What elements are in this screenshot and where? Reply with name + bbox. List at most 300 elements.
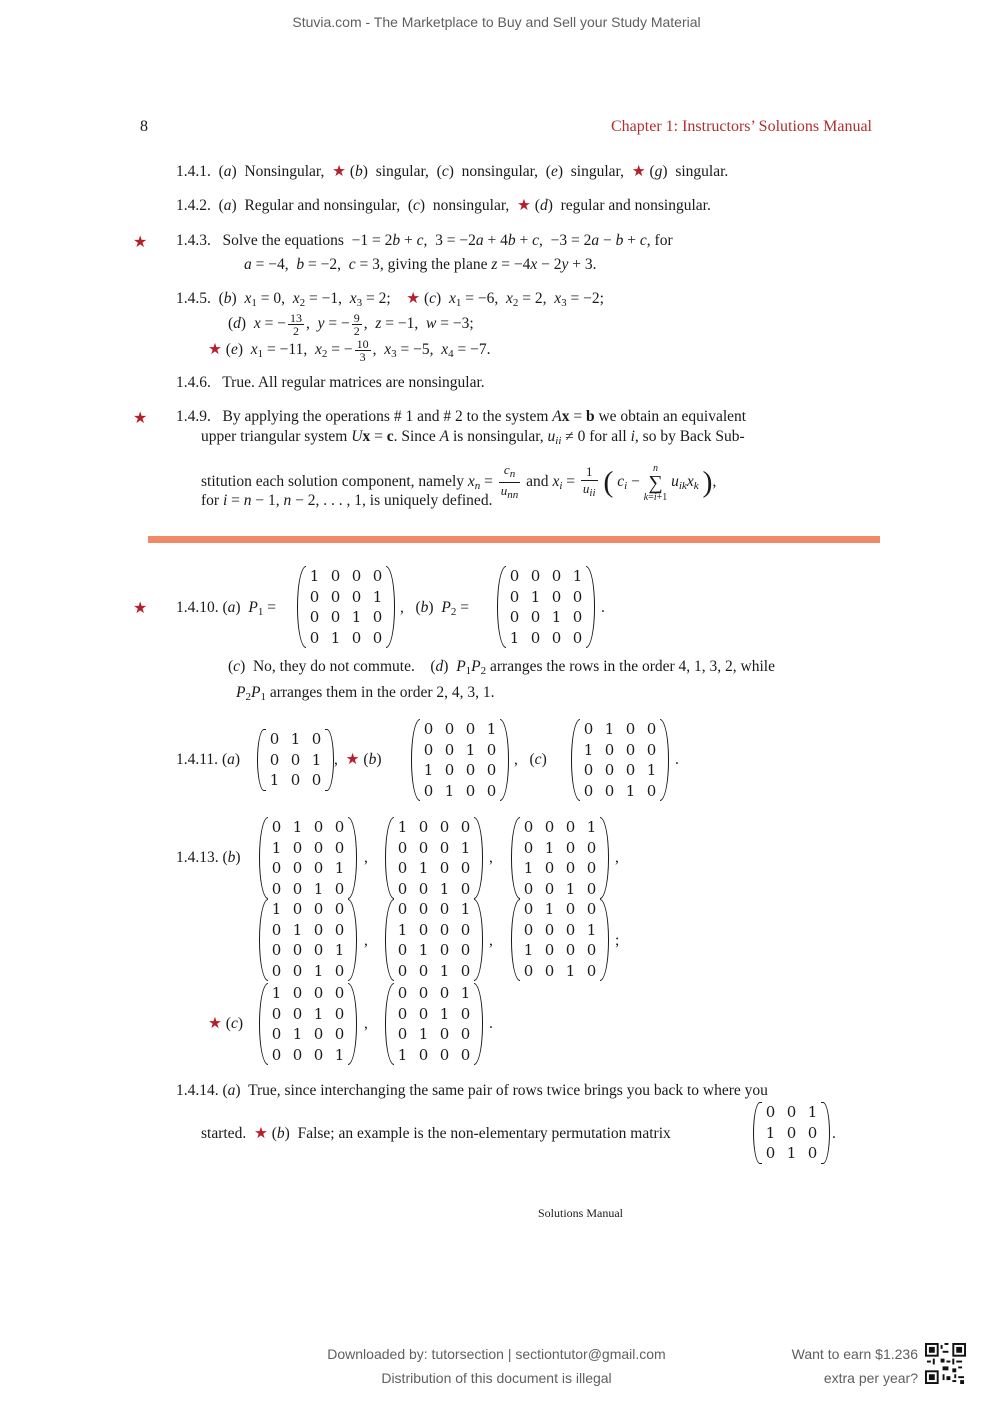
matrix-cell: 1 [509, 628, 520, 647]
matrix-row [418, 760, 502, 781]
matrix-cell: 1 [423, 761, 434, 780]
matrix-cell: 0 [530, 567, 541, 586]
matrix-cell: 0 [439, 984, 450, 1003]
matrix-cell: 0 [334, 838, 345, 857]
left-paren [753, 1102, 762, 1164]
matrix-table [518, 899, 602, 981]
exercise-text: started. [201, 1125, 247, 1142]
right-paren [821, 1102, 830, 1164]
matrix-cell: 1 [418, 1025, 429, 1044]
star-icon: ★ [345, 751, 360, 768]
matrix-cell: 1 [418, 941, 429, 960]
matrix-cell: 1 [334, 941, 345, 960]
matrix-cell: 0 [486, 761, 497, 780]
matrix-cell: 0 [460, 1004, 471, 1023]
left-paren [259, 983, 268, 1065]
matrix-cell: 0 [418, 879, 429, 898]
matrix-cell: 0 [460, 961, 471, 980]
exercise-1-4-10-c: (c) No, they do not commute. (d) P1P2 arranges the rows in the order 4, 1, 3, 2, while [228, 658, 775, 677]
matrix-cell: 0 [269, 730, 280, 749]
matrix-cell: 0 [544, 961, 555, 980]
exercise-number: 1.4.9. [176, 408, 211, 425]
matrix-cell: 0 [309, 587, 320, 606]
matrix-cell: 1 [292, 818, 303, 837]
matrix-cell: 1 [565, 879, 576, 898]
left-paren [385, 817, 394, 899]
matrix-cell: 0 [544, 941, 555, 960]
exercise-number: 1.4.5. [176, 290, 211, 307]
matrix-cell: 0 [397, 941, 408, 960]
matrix-cell: 0 [439, 838, 450, 857]
matrix-row [304, 566, 388, 587]
matrix-cell: 1 [271, 984, 282, 1003]
matrix-table [266, 899, 350, 981]
matrix-cell: 0 [423, 781, 434, 800]
star-icon: ★ [208, 1015, 222, 1032]
right-paren [660, 719, 669, 801]
matrix-1-4-11-b [414, 719, 506, 805]
matrix-cell: 0 [572, 608, 583, 627]
punctuation: , [364, 932, 368, 949]
matrix-cell: 1 [290, 730, 301, 749]
star-icon: ★ [406, 290, 421, 307]
matrix-p2 [500, 566, 592, 652]
exercise-1-4-10-d-line2: P2P1 arranges them in the order 2, 4, 3, 1. [236, 684, 495, 703]
exercise-1-4-9-line4: for i = n − 1, n − 2, . . . , 1, is uniquely defined. [201, 492, 493, 509]
matrix-row [578, 760, 662, 781]
page-number: 8 [140, 118, 148, 135]
matrix-row [266, 858, 350, 879]
left-paren [385, 899, 394, 981]
punctuation: , [489, 932, 493, 949]
matrix-cell: 0 [397, 1004, 408, 1023]
right-paren [600, 817, 609, 899]
left-paren [297, 566, 306, 648]
matrix-cell: 0 [418, 1004, 429, 1023]
matrix-cell: 0 [765, 1144, 776, 1163]
matrix-cell: 0 [544, 818, 555, 837]
matrix-cell: 0 [397, 859, 408, 878]
matrix-cell: 0 [444, 740, 455, 759]
matrix-cell: 0 [271, 1004, 282, 1023]
matrix-cell: 0 [271, 1025, 282, 1044]
matrix-cell: 1 [439, 879, 450, 898]
matrix-table [264, 729, 327, 791]
right-paren [500, 719, 509, 801]
matrix-cell: 0 [292, 984, 303, 1003]
matrix-cell: 0 [439, 1045, 450, 1064]
exercise-1-4-10-b: , (b) P2 = [400, 599, 469, 618]
matrix-cell: 0 [313, 920, 324, 939]
matrix-cell: 0 [586, 961, 597, 980]
matrix-table [392, 899, 476, 981]
exercise-1-4-1: 1.4.1. (a) Nonsingular, ★ (b) singular, (c) nonsingular, (e) singular, ★ (g) singular. [176, 163, 729, 180]
exercise-1-4-11-b: , ★ (b) [334, 751, 382, 768]
exercise-1-4-10: 1.4.10. (a) P1 = [176, 599, 276, 618]
star-icon: ★ [133, 232, 148, 251]
matrix-cell: 1 [551, 608, 562, 627]
matrix-cell: 0 [330, 608, 341, 627]
matrix-cell: 1 [486, 720, 497, 739]
matrix-row [578, 781, 662, 802]
matrix-row [392, 1004, 476, 1025]
matrix-cell: 0 [292, 1045, 303, 1064]
matrix-1-4-13-1 [262, 817, 354, 903]
matrix-cell: 0 [786, 1103, 797, 1122]
matrix-cell: 0 [604, 761, 615, 780]
matrix-cell: 0 [330, 587, 341, 606]
matrix-cell: 0 [625, 720, 636, 739]
matrix-1-4-13-6 [514, 899, 606, 985]
matrix-cell: 1 [397, 920, 408, 939]
matrix-table [504, 566, 588, 648]
matrix-row [266, 1004, 350, 1025]
matrix-cell: 1 [372, 587, 383, 606]
right-paren [600, 899, 609, 981]
matrix-cell: 0 [786, 1123, 797, 1142]
matrix-cell: 0 [292, 961, 303, 980]
matrix-cell: 1 [444, 781, 455, 800]
matrix-cell: 1 [586, 818, 597, 837]
matrix-p1 [300, 566, 392, 652]
matrix-cell: 0 [334, 879, 345, 898]
matrix-cell: 0 [334, 900, 345, 919]
matrix-cell: 0 [418, 984, 429, 1003]
matrix-cell: 0 [460, 818, 471, 837]
exercise-number: 1.4.2. [176, 197, 211, 214]
matrix-cell: 0 [460, 1025, 471, 1044]
matrix-cell: 0 [523, 961, 534, 980]
matrix-cell: 0 [765, 1103, 776, 1122]
matrix-cell: 0 [313, 900, 324, 919]
matrix-row [518, 838, 602, 859]
matrix-cell: 0 [351, 628, 362, 647]
right-paren [348, 983, 357, 1065]
matrix-cell: 0 [397, 838, 408, 857]
matrix-cell: 0 [423, 720, 434, 739]
star-icon: ★ [133, 408, 148, 427]
matrix-row [266, 899, 350, 920]
matrix-cell: 0 [544, 920, 555, 939]
matrix-cell: 1 [565, 961, 576, 980]
matrix-cell: 0 [460, 941, 471, 960]
matrix-cell: 0 [351, 567, 362, 586]
matrix-row [418, 719, 502, 740]
exercise-1-4-5: 1.4.5. (b) x1 = 0, x2 = −1, x3 = 2; ★ (c) x1 = −6, x2 = 2, x3 = −2; [176, 290, 604, 309]
section-divider [148, 536, 880, 543]
matrix-cell: 0 [292, 879, 303, 898]
matrix-cell: 0 [544, 859, 555, 878]
matrix-table [418, 719, 502, 801]
matrix-row [266, 983, 350, 1004]
exercise-1-4-11-c: , (c) [514, 751, 547, 768]
exercise-1-4-14-b: started. ★ (b) False; an example is the non-elementary permutation matrix [201, 1125, 671, 1142]
matrix-cell: 0 [313, 818, 324, 837]
exercise-1-4-11: 1.4.11. (a) [176, 751, 241, 768]
matrix-cell: 0 [439, 941, 450, 960]
punctuation: , [364, 1015, 368, 1032]
qr-code-icon[interactable] [925, 1343, 966, 1384]
matrix-cell: 1 [418, 859, 429, 878]
matrix-cell: 1 [271, 900, 282, 919]
matrix-cell: 0 [544, 879, 555, 898]
matrix-cell: 0 [269, 750, 280, 769]
matrix-1-4-11-c [574, 719, 666, 805]
matrix-row [392, 1024, 476, 1045]
matrix-cell: 0 [439, 920, 450, 939]
matrix-cell: 0 [313, 941, 324, 960]
matrix-row [518, 899, 602, 920]
star-icon: ★ [253, 1125, 268, 1142]
matrix-1-4-14-b [756, 1102, 827, 1168]
matrix-row [518, 879, 602, 900]
matrix-row [392, 817, 476, 838]
punctuation: . [601, 599, 605, 616]
matrix-cell: 0 [583, 781, 594, 800]
matrix-cell: 0 [565, 859, 576, 878]
matrix-cell: 0 [372, 628, 383, 647]
left-paren [259, 817, 268, 899]
matrix-1-4-13-3 [514, 817, 606, 903]
matrix-cell: 1 [530, 587, 541, 606]
matrix-cell: 0 [397, 1025, 408, 1044]
matrix-cell: 0 [486, 781, 497, 800]
matrix-cell: 0 [418, 1045, 429, 1064]
exercise-1-4-13: 1.4.13. (b) [176, 849, 241, 866]
left-paren [511, 899, 520, 981]
matrix-cell: 0 [586, 941, 597, 960]
exercise-1-4-6 [176, 373, 485, 393]
matrix-cell: 0 [583, 720, 594, 739]
matrix-cell: 0 [313, 838, 324, 857]
matrix-row [518, 961, 602, 982]
matrix-cell: 0 [418, 961, 429, 980]
matrix-cell: 0 [586, 879, 597, 898]
matrix-cell: 0 [271, 961, 282, 980]
matrix-cell: 0 [313, 984, 324, 1003]
matrix-cell: 1 [292, 1025, 303, 1044]
exercise-1-4-3-line2: a = −4, b = −2, c = 3, giving the plane z = −4x − 2y + 3. [244, 256, 597, 273]
matrix-cell: 0 [334, 1025, 345, 1044]
matrix-row [504, 628, 588, 649]
matrix-cell: 0 [565, 920, 576, 939]
matrix-row [518, 817, 602, 838]
matrix-cell: 0 [313, 859, 324, 878]
matrix-cell: 1 [460, 900, 471, 919]
site-banner: Stuvia.com - The Marketplace to Buy and Sell your Study Material [292, 14, 701, 30]
matrix-cell: 0 [423, 740, 434, 759]
matrix-cell: 0 [309, 628, 320, 647]
matrix-cell: 0 [523, 879, 534, 898]
exercise-1-4-5-e: ★ (e) x1 = −11, x2 = − $\frac{10}{3}$ , x3 = −5, x4 = −7. [208, 337, 491, 364]
matrix-1-4-13-7 [262, 983, 354, 1069]
exercise-text: No, they do not commute. [252, 658, 415, 675]
matrix-cell: 1 [397, 818, 408, 837]
matrix-cell: 0 [271, 879, 282, 898]
matrix-cell: 1 [572, 567, 583, 586]
matrix-table [304, 566, 388, 648]
exercise-number: 1.4.11. [176, 751, 219, 768]
matrix-1-4-13-2 [388, 817, 480, 903]
matrix-row [392, 879, 476, 900]
punctuation: . [489, 1015, 493, 1032]
matrix-cell: 0 [292, 859, 303, 878]
matrix-row [578, 719, 662, 740]
exercise-1-4-13-c: ★ (c) [208, 1015, 244, 1032]
matrix-cell: 1 [765, 1123, 776, 1142]
matrix-table [266, 983, 350, 1065]
matrix-cell: 0 [311, 771, 322, 790]
matrix-cell: 0 [292, 941, 303, 960]
matrix-cell: 0 [646, 720, 657, 739]
left-paren [497, 566, 506, 648]
matrix-cell: 0 [486, 740, 497, 759]
chapter-title: Chapter 1: Instructors’ Solutions Manual [611, 118, 872, 135]
matrix-table [392, 817, 476, 899]
matrix-cell: 0 [372, 567, 383, 586]
matrix-row [304, 628, 388, 649]
exercise-number: 1.4.6. [176, 374, 211, 391]
matrix-row [304, 587, 388, 608]
left-paren [571, 719, 580, 801]
matrix-row [392, 920, 476, 941]
matrix-cell: 0 [397, 961, 408, 980]
matrix-1-4-11-a [260, 729, 331, 795]
exercise-text: False; an example is the non-elementary permutation matrix [297, 1125, 671, 1142]
matrix-cell: 0 [551, 587, 562, 606]
matrix-cell: 1 [523, 859, 534, 878]
matrix-cell: 0 [465, 781, 476, 800]
matrix-row [760, 1102, 823, 1123]
matrix-row [392, 899, 476, 920]
matrix-cell: 0 [572, 628, 583, 647]
matrix-cell: 1 [460, 838, 471, 857]
matrix-cell: 0 [397, 984, 408, 1003]
matrix-cell: 0 [334, 1004, 345, 1023]
matrix-row [266, 817, 350, 838]
matrix-cell: 1 [786, 1144, 797, 1163]
matrix-row [760, 1143, 823, 1164]
matrix-row [578, 740, 662, 761]
matrix-row [266, 1024, 350, 1045]
matrix-cell: 0 [530, 608, 541, 627]
matrix-cell: 1 [397, 1045, 408, 1064]
matrix-cell: 1 [313, 879, 324, 898]
star-icon: ★ [133, 598, 148, 617]
matrix-cell: 0 [444, 761, 455, 780]
matrix-row [504, 566, 588, 587]
left-paren [257, 729, 266, 791]
matrix-cell: 0 [565, 818, 576, 837]
matrix-row [392, 983, 476, 1004]
matrix-cell: 0 [334, 920, 345, 939]
matrix-row [264, 750, 327, 771]
matrix-cell: 1 [313, 1004, 324, 1023]
star-icon: ★ [208, 341, 222, 359]
matrix-row [418, 740, 502, 761]
star-icon: ★ [631, 163, 646, 180]
right-paren [386, 566, 395, 648]
matrix-cell: 0 [523, 920, 534, 939]
matrix-cell: 1 [439, 961, 450, 980]
matrix-cell: 1 [625, 781, 636, 800]
matrix-cell: 0 [625, 761, 636, 780]
matrix-row [392, 961, 476, 982]
matrix-cell: 0 [604, 781, 615, 800]
matrix-cell: 0 [523, 838, 534, 857]
exercise-1-4-5-d: (d) x = − $\frac{13}{2}$ , y = − $\frac{9}{2}$ , z = −1, w = −3; [228, 311, 474, 338]
matrix-row [266, 1045, 350, 1066]
matrix-cell: 0 [807, 1144, 818, 1163]
matrix-table [760, 1102, 823, 1164]
matrix-cell: 0 [565, 900, 576, 919]
matrix-cell: 0 [460, 859, 471, 878]
matrix-row [392, 940, 476, 961]
earn-promo-line2[interactable]: extra per year? [823, 1370, 918, 1386]
matrix-row [760, 1123, 823, 1144]
matrix-cell: 0 [311, 730, 322, 749]
matrix-cell: 0 [439, 1025, 450, 1044]
earn-promo-line1[interactable]: Want to earn $1.236 [791, 1346, 918, 1362]
matrix-cell: 0 [290, 771, 301, 790]
right-paren [474, 817, 483, 899]
matrix-cell: 0 [509, 587, 520, 606]
matrix-row [264, 729, 327, 750]
matrix-cell: 0 [397, 900, 408, 919]
matrix-row [504, 607, 588, 628]
matrix-cell: 0 [418, 920, 429, 939]
matrix-cell: 0 [583, 761, 594, 780]
matrix-cell: 1 [583, 740, 594, 759]
matrix-cell: 0 [551, 628, 562, 647]
punctuation: ; [615, 932, 620, 949]
punctuation: , [615, 849, 619, 866]
matrix-cell: 0 [372, 608, 383, 627]
left-paren [385, 983, 394, 1065]
matrix-cell: 0 [523, 818, 534, 837]
matrix-row [518, 920, 602, 941]
matrix-cell: 0 [290, 750, 301, 769]
matrix-row [264, 770, 327, 791]
matrix-cell: 1 [292, 920, 303, 939]
matrix-row [392, 1045, 476, 1066]
left-paren [511, 817, 520, 899]
matrix-1-4-13-4 [262, 899, 354, 985]
matrix-cell: 0 [271, 818, 282, 837]
exercise-1-4-3: 1.4.3. Solve the equations −1 = 2b + c, 3 = −2a + 4b + c, −3 = 2a − b + c, for [176, 232, 673, 249]
exercise-number: 1.4.13. [176, 849, 219, 866]
matrix-cell: 0 [313, 1045, 324, 1064]
matrix-cell: 1 [269, 771, 280, 790]
matrix-cell: 0 [460, 920, 471, 939]
matrix-cell: 1 [351, 608, 362, 627]
matrix-cell: 0 [604, 740, 615, 759]
matrix-table [266, 817, 350, 899]
matrix-cell: 0 [271, 1045, 282, 1064]
matrix-cell: 1 [465, 740, 476, 759]
matrix-1-4-13-5 [388, 899, 480, 985]
matrix-cell: 0 [509, 608, 520, 627]
exercise-1-4-9: 1.4.9. By applying the operations # 1 and # 2 to the system Ax = b we obtain an equivalent [176, 408, 747, 425]
matrix-cell: 0 [334, 818, 345, 837]
matrix-cell: 1 [271, 838, 282, 857]
matrix-cell: 1 [544, 900, 555, 919]
matrix-table [392, 983, 476, 1065]
exercise-number: 1.4.14. [176, 1082, 219, 1099]
right-paren [348, 899, 357, 981]
solutions-manual-stamp [538, 1206, 623, 1221]
matrix-cell: 0 [460, 879, 471, 898]
